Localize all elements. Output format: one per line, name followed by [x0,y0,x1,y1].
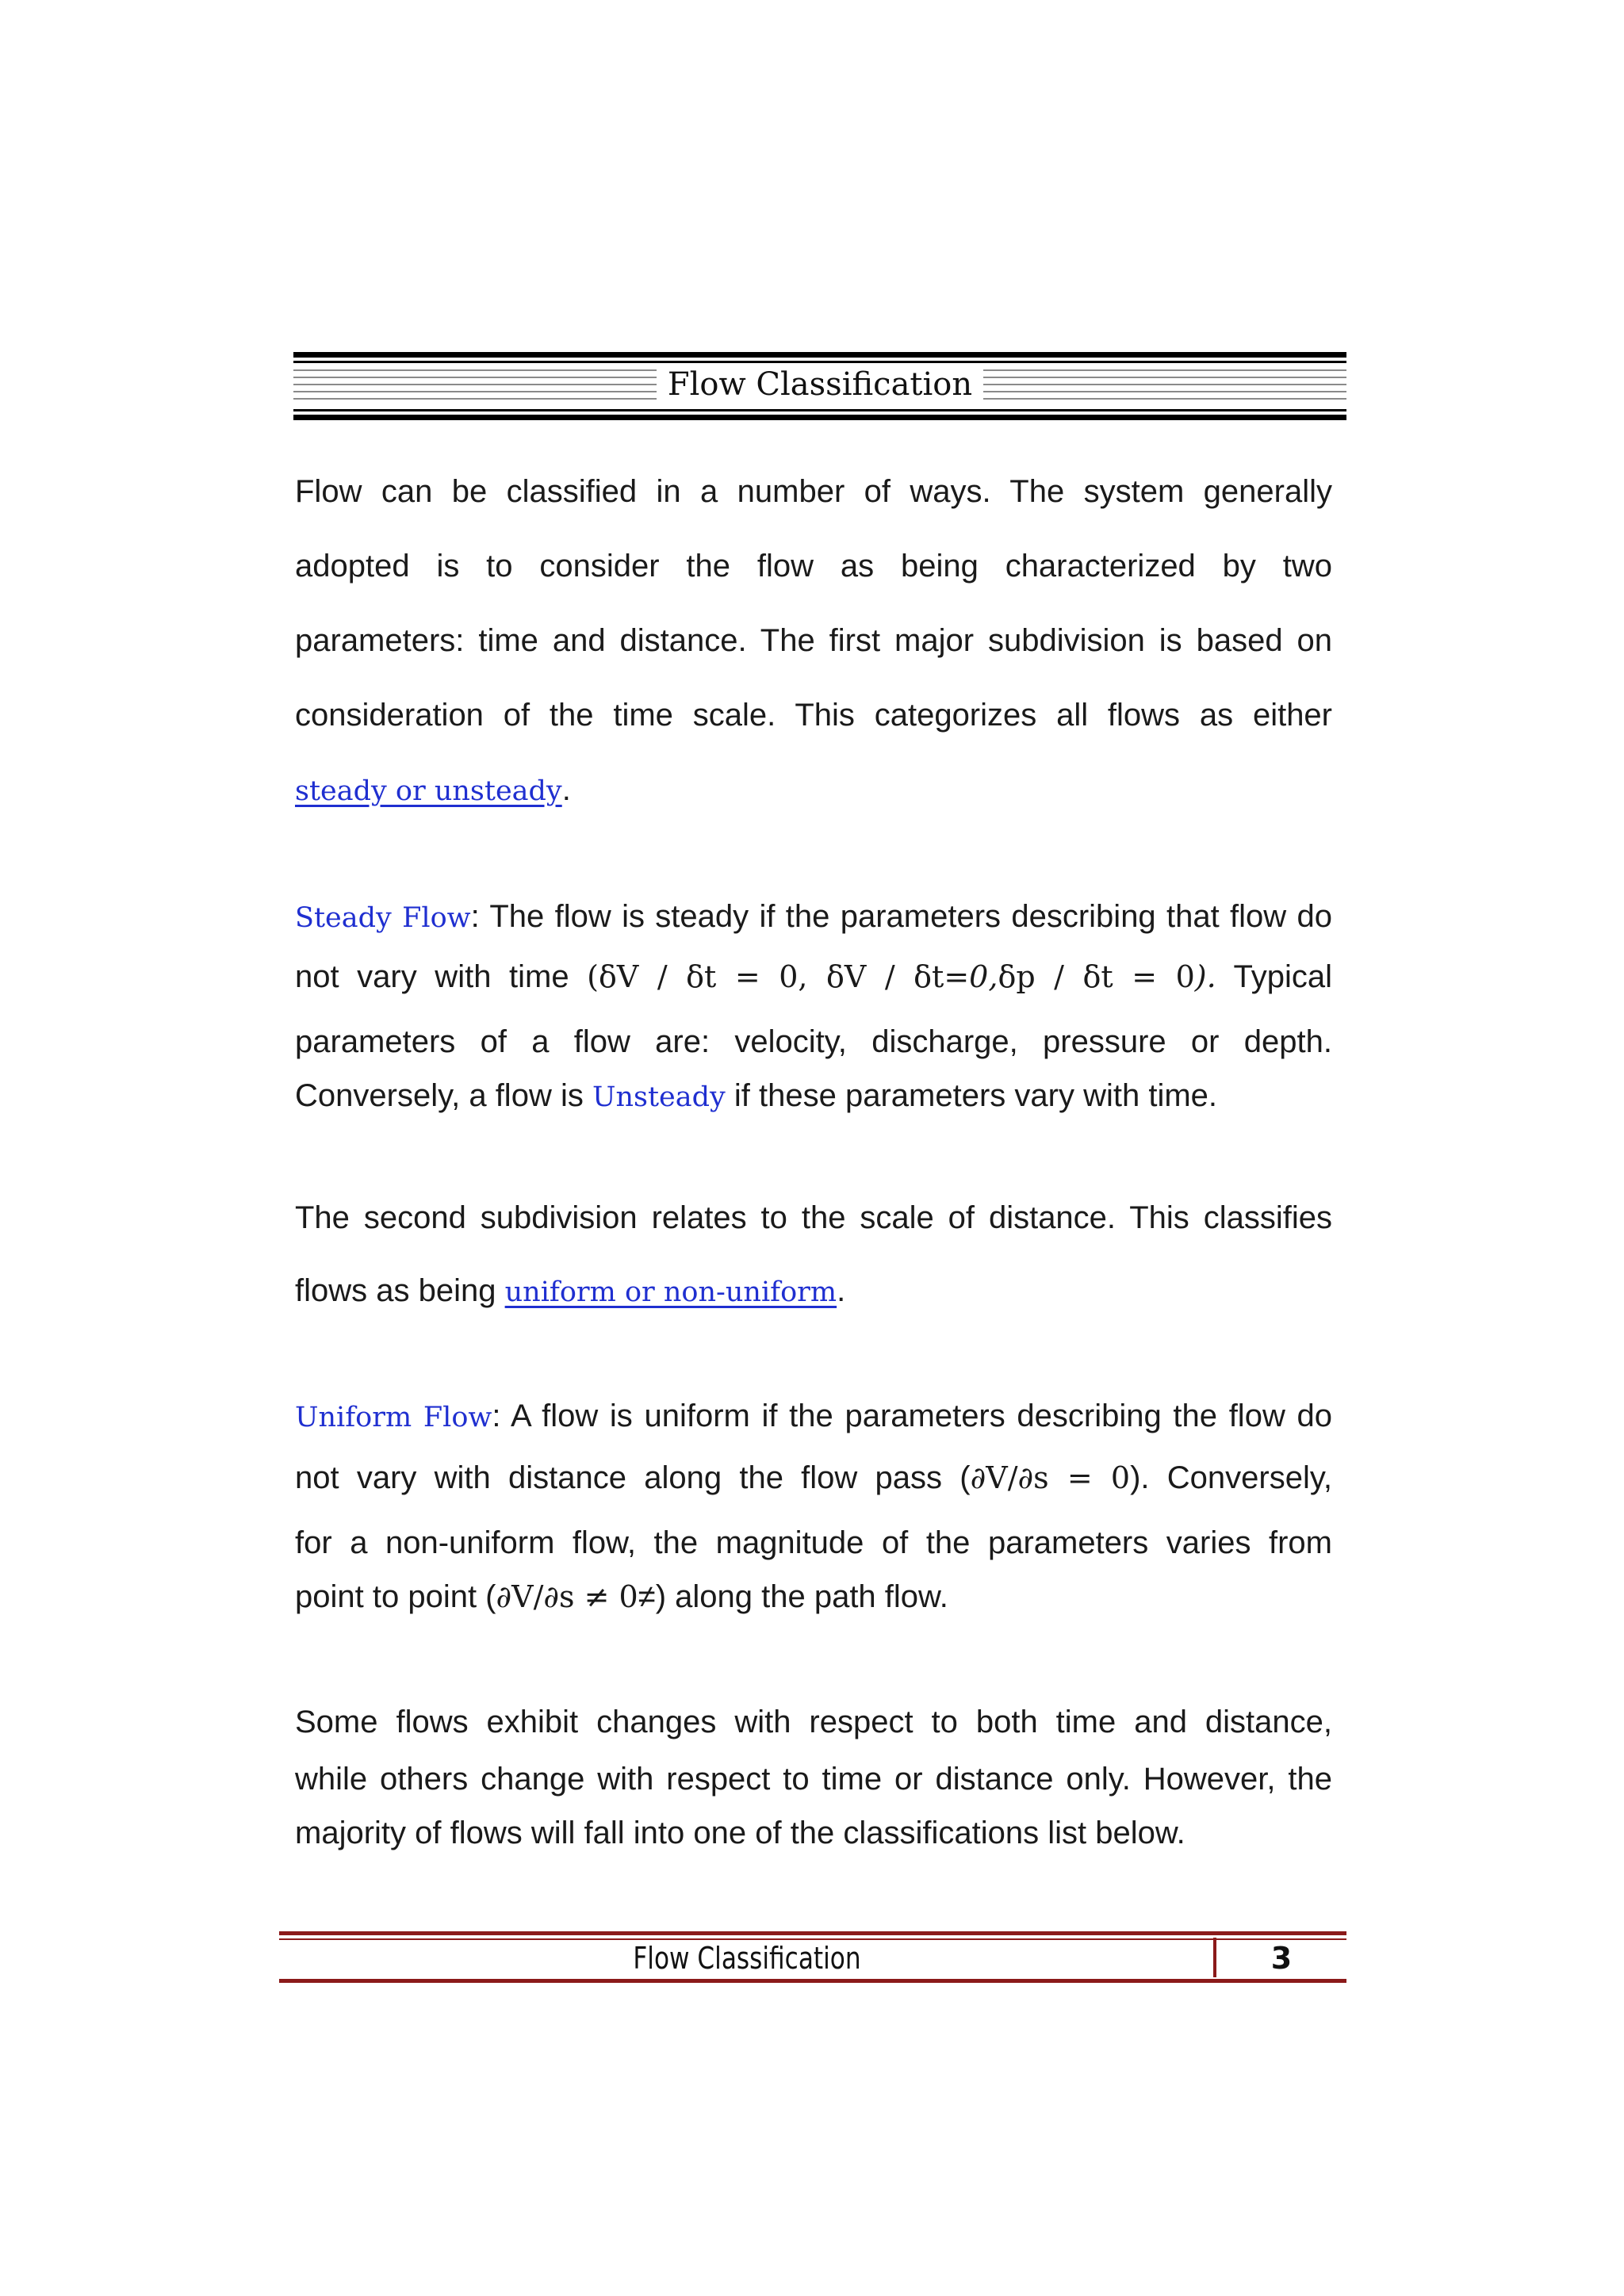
text-fragment: not vary with distance along the flow pass ( [295,1460,971,1495]
text-line: parameters: time and distance. The first major subdivision is based on [295,623,1332,658]
text-line: consideration of the time scale. This categorizes all flows as either [295,698,1332,733]
text-line [295,897,1332,936]
footer-top-rule-thin [279,1938,1346,1940]
title-bottom-rule-thin [293,409,1346,411]
title-bottom-rule [293,415,1346,420]
text-fragment: : The flow is steady if the parameters describing that flow do [470,899,1333,934]
text-line [295,1272,1332,1310]
page-number: 3 [1270,1941,1293,1976]
page-footer [279,1931,1346,1984]
title-top-rule-thin [293,361,1346,363]
text-fragment: ). Conversely, [1130,1460,1332,1495]
text-line: adopted is to consider the flow as being characterized by two [295,549,1332,584]
uniform-flow-paragraph [295,1397,1332,1616]
page-title-text: Flow Classification [657,366,983,403]
distance-subdivision-paragraph [295,1199,1332,1310]
text-fragment: ≠) along the path flow. [638,1579,948,1614]
text-line [295,1077,1332,1115]
steady-equation-part-2: =0, [944,959,998,994]
closing-paragraph [295,1703,1332,1852]
steady-equation-part-1: (δV / δt = 0, δV / δt [587,959,944,994]
uniform-equation: ∂V/∂s = 0 [970,1460,1131,1495]
text-fragment: . [837,1273,846,1308]
text-line [295,771,1332,809]
text-line: parameters of a flow are: velocity, discharge, pressure or depth. [295,1024,1332,1059]
text-line: The second subdivision relates to the scale of distance. This classifies [295,1200,1332,1235]
uniform-flow-term: Uniform Flow [295,1402,492,1433]
intro-paragraph [295,473,1332,809]
footer-bottom-rule [279,1979,1346,1983]
title-banner [293,352,1346,422]
text-line [295,1397,1332,1435]
page-title [293,366,1346,403]
text-line: Flow can be classified in a number of ways. The system generally [295,474,1332,509]
nonuniform-equation: ∂V/∂s ≠ 0 [496,1579,638,1614]
steady-equation-part-4: ). [1194,959,1216,994]
text-fragment: Conversely, a flow is [295,1078,584,1113]
uniform-nonuniform-link[interactable]: uniform or non-uniform [504,1276,837,1308]
text-fragment: not vary with time [295,959,569,994]
text-fragment: flows as being [295,1273,496,1308]
text-line [295,1459,1332,1497]
steady-unsteady-link[interactable]: steady or unsteady [295,775,562,807]
text-line [295,958,1332,996]
text-fragment: if these parameters vary with time. [733,1078,1218,1113]
steady-equation-part-3: δp / δt = 0 [998,959,1195,994]
text-line: while others change with respect to time or distance only. However, the [295,1762,1332,1797]
text-line: for a non-uniform flow, the magnitude of the parameters varies from [295,1525,1332,1560]
steady-flow-paragraph [295,897,1332,1115]
text-fragment: : A flow is uniform if the parameters describing the flow do [492,1399,1332,1433]
steady-flow-term: Steady Flow [295,902,471,934]
unsteady-term: Unsteady [592,1081,726,1113]
text-line [295,1578,1332,1616]
text-line: majority of flows will fall into one of the classifications list below. [295,1816,1185,1850]
footer-title: Flow Classification [633,1941,861,1976]
footer-top-rule [279,1931,1346,1935]
text-fragment: Typical [1233,959,1332,994]
text-fragment: point to point ( [295,1579,496,1614]
text-fragment: . [561,772,571,807]
title-top-rule [293,352,1346,358]
text-line: Some flows exhibit changes with respect to both time and distance, [295,1705,1332,1739]
